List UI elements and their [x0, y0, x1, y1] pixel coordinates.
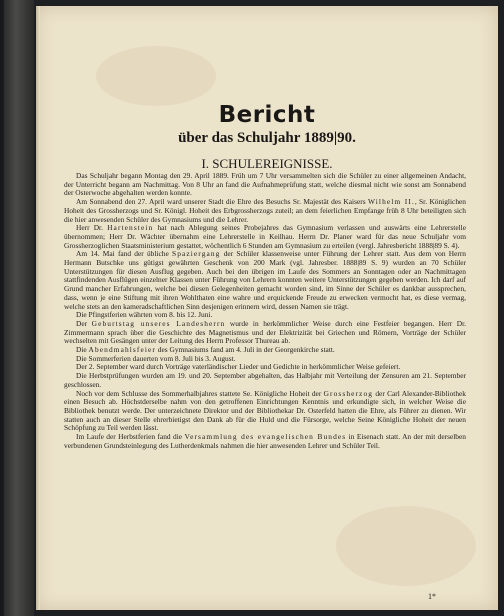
paragraph-text: , Sr. Königlichen Hoheit des Grossherzogs und Sr. Königl. Hoheit des Erbgrossherzogs zuteil; an dem feierlichen Empfange früh 8 Uhr beteiligten sich die hier anwesenden Schüler des Gymnasiums und die Lehrer.	[64, 197, 466, 224]
paragraph-text: Die Pfingstferien währten vom 8. bis 12. Juni.	[76, 310, 213, 320]
paragraph-text: in Eisenach statt. An der mit derselben verbundenen Grundsteinlegung des Lutherdenkmals nahmen die hier anwesenden Lehrer und Schüler Teil.	[64, 432, 466, 450]
paragraph-text: Die	[76, 345, 89, 355]
paragraph-text: Am 14. Mai fand der übliche	[76, 249, 172, 259]
paragraph-text: Im Laufe der Herbstferien fand die	[76, 432, 185, 442]
spaced-emphasis: Geburtstag unseres Landesherrn	[91, 318, 226, 328]
paragraph-text: Die Sommerferien dauerten vom 8. Juli bis 3. August.	[76, 353, 236, 363]
paragraph-text: Die Herbstprüfungen wurden am 19. und 20. September abgehalten, das Halbjahr mit Verteilung der Zensuren am 21. September geschlossen.	[64, 371, 466, 389]
page-number: 1*	[428, 592, 436, 601]
paragraph	[64, 250, 466, 311]
spaced-emphasis: Spaziergang	[171, 249, 221, 259]
document-page	[36, 6, 498, 610]
spaced-emphasis: Hartenstein	[107, 223, 154, 233]
paragraph-text: Noch vor dem Schlusse des Sommerhalbjahres stattete Se. Königliche Hoheit der	[76, 388, 324, 398]
paragraph	[64, 320, 466, 346]
spaced-emphasis: Versammlung des evangelischen Bundes	[184, 432, 347, 442]
paragraph-text: Am Sonnabend den 27. April ward unserer Stadt die Ehre des Besuchs Sr. Majestät des Kaisers	[76, 197, 368, 207]
page-title: Bericht	[218, 102, 316, 128]
paragraph-text: der Carl Alexander-Bibliothek einen Besuch ab. Höchstderselbe nahm von den getroffenen Einrichtungen Kenntnis und erkundigte sich, in welcher Weise die Bibliothek benutzt werde. Der unterzeichnete Direktor und der Bibliothekar Dr. Osterfeld hatten die Ehre, als Führer zu dienen. Wir statten auch an dieser Stelle ehrerbietigst den Dank ab für die Huld und die Fürsorge, welche Seine Königliche Hoheit der neuen Schöpfung zu Teil werden lässt.	[64, 388, 466, 433]
paragraph	[64, 390, 466, 434]
paragraph	[64, 198, 466, 224]
paper-stain	[336, 506, 476, 586]
paragraph-text: Herr Dr.	[76, 223, 108, 233]
paragraph-text: wurde in herkömmlicher Weise durch eine Festfeier begangen. Herr Dr. Zimmermann sprach über die Geschichte des Magnetismus und der Elektrizität bei Griechen und Römern, Vorträge der Schüler wechselten mit Gesängen unter der Leitung des Herrn Professor Thureau ab.	[64, 318, 466, 346]
section-heading: I. SCHULEREIGNISSE.	[201, 156, 333, 171]
spaced-emphasis: Abendmahlsfeier	[88, 345, 156, 355]
paragraph	[64, 172, 466, 198]
spaced-emphasis: Wilhelm II.	[367, 197, 415, 207]
paragraph-text: Der	[76, 318, 92, 328]
body-text	[64, 172, 466, 451]
spaced-emphasis: Grossherzog	[323, 388, 374, 398]
paragraph-text: der Schüler klassenweise unter Führung der Lehrer statt. Aus dem von Herrn Hermann Butschke uns gütigst gewährten Geschenk von 200 Mark (vgl. Jahresber. 1888|89 S. 9) wurden an 70 Schüler Unterstützungen für diesen Ausflug gegeben. Auch bei den übrigen im Laufe des Sommers an Sonntagen oder an Nachmittagen stattfindenden Ausflügen einzelner Klassen unter Führung von Lehrern konnten weitere Unterstützungen gegeben werden. Ich darf auf Grund mancher Erfahrungen, welche bei diesen Gelegenheiten gemacht worden sind, im Sinne der Schüler es dankbar aussprechen, dass, wenn je eine Stiftung mit ihren Wohlthaten eine wahre und erquickende Freude zu erwecken vermocht hat, es diese vermag, welche stets an den kameradschaftlichen Sinn desjenigen erinnern wird, dessen Namen sie trägt.	[64, 249, 467, 311]
page-subtitle: über das Schuljahr 1889|90.	[178, 130, 356, 146]
paper-stain	[96, 46, 216, 106]
paragraph-text: des Gymnasiums fand am 4. Juli in der Georgenkirche statt.	[155, 345, 335, 355]
paragraph	[64, 372, 466, 389]
paragraph	[64, 433, 466, 450]
paragraph-text: Der 2. September ward durch Vorträge vaterländischer Lieder und Gedichte in herkömmlicher Weise gefeiert.	[76, 362, 401, 372]
book-binding	[4, 0, 34, 616]
paragraph	[64, 224, 466, 250]
page-edge	[36, 6, 40, 610]
paragraph-text: hat nach Ablegung seines Probejahres das Gymnasium verlassen und auswärts eine Lehrerstelle übernommen; Herr Dr. Wächter übernahm eine Lehrerstelle in Keilhau. Herrn Dr. Planer ward für das neue Schuljahr vom Grossherzoglichen Staatsministerium gestattet, wöchentlich 6 Stunden am Gymnasium zu erteilen (vergl. Jahresbericht 1888|89 S. 4).	[64, 223, 466, 250]
paragraph-text: Das Schuljahr begann Montag den 29. April 1889. Früh um 7 Uhr versammelten sich die Schüler zu einer allgemeinen Andacht, der Unterricht begann am Nachmittag. Von 8 Uhr an fand die Aufnahmeprüfung statt, welche diesmal nicht wie sonst am Sonnabend der Osterwoche abgehalten werden konnte.	[64, 171, 466, 198]
